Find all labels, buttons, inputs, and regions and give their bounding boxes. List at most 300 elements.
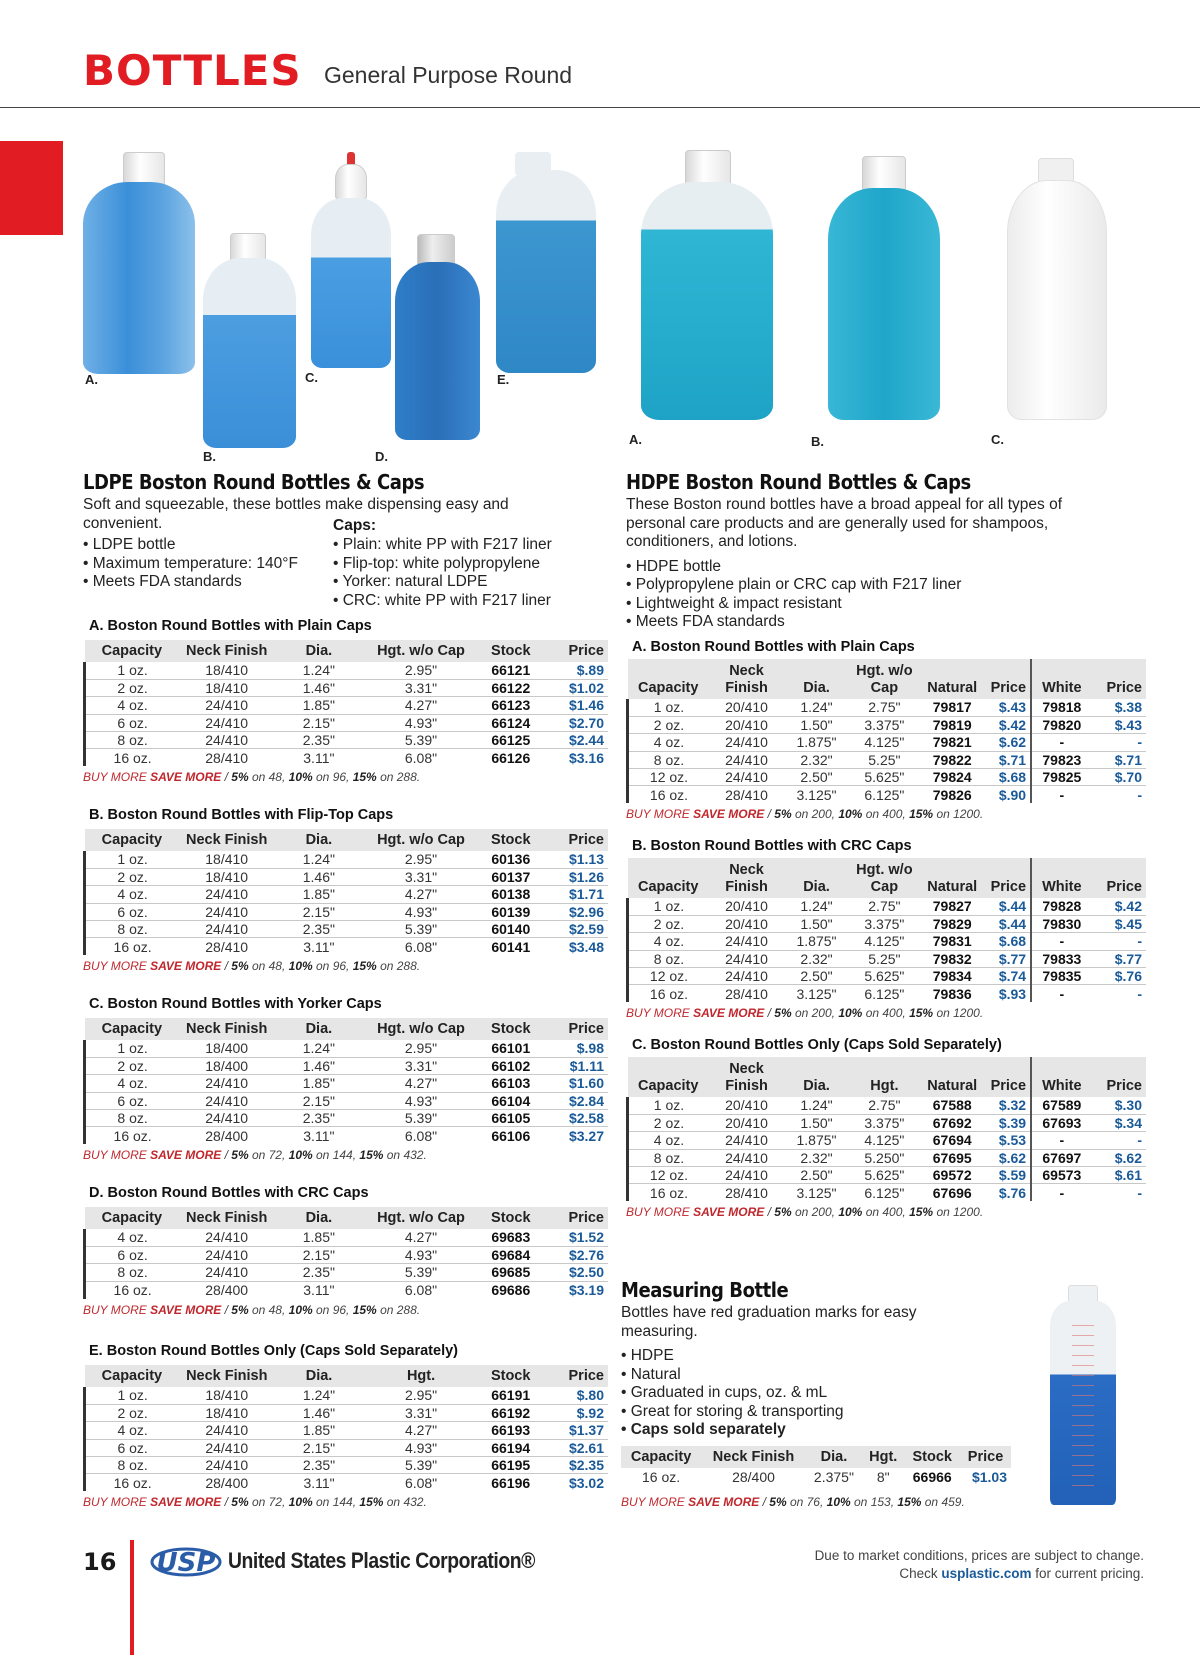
cell-dia: 2.35" <box>274 1264 363 1281</box>
cell-natural-stock: 79817 <box>920 699 985 716</box>
cell-natural-price: $.44 <box>985 915 1031 932</box>
table-row <box>85 903 609 920</box>
cell-capacity: 8 oz. <box>85 1264 180 1281</box>
cell-natural-price: $.74 <box>985 968 1031 985</box>
cell-natural-price: $.44 <box>985 898 1031 915</box>
cell-dia: 1.46" <box>274 868 363 885</box>
cell-white-price: $.34 <box>1092 1114 1146 1131</box>
table-row <box>85 1422 609 1439</box>
cell-neck: 28/410 <box>725 985 768 1002</box>
table-row <box>85 1264 609 1281</box>
cell-capacity: 4 oz. <box>628 933 709 950</box>
cell-price: $3.48 <box>568 938 604 955</box>
cell-neck: 24/410 <box>709 751 784 768</box>
measuring-title: Measuring Bottle <box>621 1278 789 1302</box>
cell-stock: 66103 <box>478 1075 543 1092</box>
usp-logo <box>150 1545 222 1579</box>
col-header: Price <box>543 1207 608 1229</box>
cell-neck: 20/410 <box>709 1097 784 1114</box>
cell-natural-stock: 79831 <box>920 933 985 950</box>
table-row <box>628 985 1147 1002</box>
cell-price: $1.46 <box>543 697 608 714</box>
cell-dia: 1.85" <box>274 1422 364 1439</box>
cell-natural-price: $.43 <box>985 699 1031 716</box>
cell-neck: 24/410 <box>179 921 274 938</box>
measuring-section <box>621 1278 1001 1440</box>
cell-height: 4.93" <box>364 1439 478 1456</box>
bullet-item: • CRC: white PP with F217 liner <box>333 592 552 611</box>
col-header: Hgt. <box>364 1365 478 1387</box>
col-header: Hgt. <box>862 1446 904 1468</box>
col-header: Hgt. w/o Cap <box>364 1018 479 1040</box>
cell-dia: 1.875" <box>784 1132 849 1149</box>
cell-capacity: 8 oz. <box>628 1149 709 1166</box>
cell-price: $3.19 <box>568 1282 604 1299</box>
buy-more-note: BUY MORE SAVE MORE / 5% on 48, 10% on 96, 15% on 288. <box>83 959 421 974</box>
cell-neck: 18/410 <box>179 1404 274 1421</box>
cell-dia: 1.46" <box>274 1404 364 1421</box>
hdpe-section <box>626 470 1146 632</box>
cell-height: 5.39" <box>364 1264 479 1281</box>
col-header: Dia. <box>806 1446 862 1468</box>
cell-white-price: $.43 <box>1092 716 1146 733</box>
bullet-item: • Flip-top: white polypropylene <box>333 555 552 574</box>
table-row <box>628 1167 1147 1184</box>
bullet-item: • Yorker: natural LDPE <box>333 573 552 592</box>
cell-height: 5.39" <box>364 1457 478 1474</box>
cell-price: $2.70 <box>543 714 608 731</box>
cell-capacity: 4 oz. <box>85 697 180 714</box>
cell-height: 4.27" <box>364 886 479 903</box>
col-header: Hgt. w/o Cap <box>364 640 479 662</box>
cell-dia: 3.125" <box>796 1184 837 1201</box>
cell-capacity: 16 oz. <box>85 1281 180 1298</box>
bullet-item: • Meets FDA standards <box>626 613 1146 632</box>
ldpe-table <box>83 640 608 766</box>
cell-dia: 3.11" <box>303 1474 335 1491</box>
cell-capacity: 6 oz. <box>85 1092 180 1109</box>
cell-neck: 28/410 <box>205 938 249 955</box>
cell-stock: 69685 <box>478 1264 543 1281</box>
cell-dia: 3.125" <box>796 985 837 1002</box>
cell-stock: 66125 <box>478 732 543 749</box>
cell-dia: 2.50" <box>784 968 849 985</box>
cell-capacity: 8 oz. <box>85 1457 180 1474</box>
col-header: White <box>1031 858 1092 898</box>
ldpe-table <box>83 1365 608 1491</box>
cell-natural-stock: 79832 <box>920 950 985 967</box>
cell-stock: 66126 <box>491 749 531 766</box>
table-row <box>628 898 1147 915</box>
col-header: Dia. <box>274 1207 363 1229</box>
cell-natural-stock: 79819 <box>920 716 985 733</box>
cell-stock: 66192 <box>478 1404 543 1421</box>
cell-capacity: 2 oz. <box>628 915 709 932</box>
col-header: Stock <box>904 1446 960 1468</box>
cell-price: $3.27 <box>568 1127 604 1144</box>
cell-stock: 60141 <box>491 938 531 955</box>
cell-neck: 24/410 <box>179 714 274 731</box>
cell-dia: 2.15" <box>274 1246 363 1263</box>
caps-bullets <box>333 536 552 610</box>
cell-neck: 24/410 <box>179 1439 274 1456</box>
table-row <box>85 1040 609 1057</box>
photo-label: D. <box>375 449 388 464</box>
col-header: Dia. <box>274 640 363 662</box>
cell-height: 4.93" <box>364 903 479 920</box>
cell-capacity: 6 oz. <box>85 1439 180 1456</box>
ldpe-table <box>83 829 608 955</box>
cell-capacity: 4 oz. <box>85 1075 180 1092</box>
cell-natural-stock: 67692 <box>920 1114 985 1131</box>
cell-neck: 18/400 <box>179 1040 274 1057</box>
bottle-a <box>641 182 773 420</box>
graduation-marks <box>1072 1325 1094 1495</box>
cell-natural-stock: 79836 <box>932 985 972 1002</box>
hdpe-description: These Boston round bottles have a broad appeal for all types of personal care products and are generally used for shampoos, conditioners, and lotions. <box>626 496 1063 550</box>
cell-capacity: 1 oz. <box>85 851 180 868</box>
col-header: Natural <box>920 1057 985 1097</box>
col-header: Neck Finish <box>179 1018 274 1040</box>
cell-dia: 2.375" <box>813 1468 854 1485</box>
cell-capacity: 16 oz. <box>85 938 180 955</box>
table-row <box>85 1110 609 1127</box>
cell-dia: 1.85" <box>274 1075 363 1092</box>
cell-white-price: $.62 <box>1092 1149 1146 1166</box>
photo-label: A. <box>85 372 98 387</box>
table-row <box>85 1387 609 1404</box>
page-header <box>0 0 1200 108</box>
table-title: C. Boston Round Bottles Only (Caps Sold Separately) <box>632 1037 1002 1053</box>
cell-height: 6.125" <box>864 1184 905 1201</box>
cell-height: 4.93" <box>364 1246 479 1263</box>
cell-neck: 20/410 <box>709 699 784 716</box>
cell-height: 2.75" <box>849 1097 920 1114</box>
cell-dia: 3.11" <box>303 938 335 955</box>
cell-height: 4.93" <box>364 1092 479 1109</box>
bullet-item: • Natural <box>621 1366 1001 1385</box>
cell-neck: 28/410 <box>725 1184 768 1201</box>
cell-height: 5.625" <box>849 769 920 786</box>
cell-dia: 3.11" <box>303 749 335 766</box>
col-header: Natural <box>920 659 985 699</box>
table-row <box>85 886 609 903</box>
section-subtitle: General Purpose Round <box>324 62 573 88</box>
cell-neck: 20/410 <box>709 1114 784 1131</box>
cell-white-price: $.71 <box>1092 751 1146 768</box>
hdpe-table <box>626 858 1146 1002</box>
table-row <box>85 714 609 731</box>
cell-capacity: 12 oz. <box>628 968 709 985</box>
cell-price: $2.59 <box>543 921 608 938</box>
cell-white-price: $.61 <box>1092 1167 1146 1184</box>
col-header: Capacity <box>85 640 180 662</box>
bottle-b <box>828 188 940 420</box>
table-row <box>628 915 1147 932</box>
cell-height: 6.08" <box>404 1282 438 1299</box>
col-header: Capacity <box>85 829 180 851</box>
cell-capacity: 1 oz. <box>85 1387 180 1404</box>
table-title: A. Boston Round Bottles with Plain Caps <box>89 618 372 634</box>
cell-dia: 2.50" <box>784 1167 849 1184</box>
ldpe-table <box>83 1018 608 1144</box>
bullet-item: • Great for storing & transporting <box>621 1403 1001 1422</box>
table-row <box>628 699 1147 716</box>
bottle-cap <box>335 164 367 200</box>
cell-capacity: 2 oz. <box>85 868 180 885</box>
cell-height: 2.95" <box>364 851 479 868</box>
table-row <box>85 679 609 696</box>
cell-neck: 18/410 <box>179 679 274 696</box>
cell-capacity: 16 oz. <box>85 1127 180 1144</box>
cell-neck: 24/410 <box>179 732 274 749</box>
hdpe-bottles-photo <box>625 140 1145 450</box>
cell-stock: 66124 <box>478 714 543 731</box>
cell-height: 3.375" <box>849 716 920 733</box>
photo-label: B. <box>811 434 824 449</box>
col-header: Capacity <box>628 858 709 898</box>
cell-dia: 2.15" <box>274 903 363 920</box>
company-name: United States Plastic Corporation® <box>228 1548 535 1573</box>
col-header: Price <box>960 1446 1011 1468</box>
table-row <box>628 734 1147 751</box>
cell-capacity: 4 oz. <box>628 1132 709 1149</box>
cell-price: $2.96 <box>543 903 608 920</box>
cell-height: 4.125" <box>849 933 920 950</box>
cell-height: 6.125" <box>864 985 905 1002</box>
ldpe-table <box>83 1207 608 1299</box>
cell-neck: 28/400 <box>732 1468 775 1485</box>
cell-dia: 1.24" <box>274 1387 364 1404</box>
table-row <box>85 1457 609 1474</box>
cell-height: 5.25" <box>849 950 920 967</box>
cell-dia: 1.46" <box>274 679 363 696</box>
cell-stock: 60140 <box>478 921 543 938</box>
cell-neck: 28/400 <box>205 1282 249 1299</box>
cell-price: $2.76 <box>543 1246 608 1263</box>
buy-more-note: BUY MORE SAVE MORE / 5% on 200, 10% on 400, 15% on 1200. <box>626 1006 984 1021</box>
cell-height: 8" <box>876 1468 890 1485</box>
cell-height: 5.39" <box>364 921 479 938</box>
table-row <box>85 1404 609 1421</box>
col-header: Neck Finish <box>179 829 274 851</box>
col-header: Natural <box>920 858 985 898</box>
buy-more-note: BUY MORE SAVE MORE / 5% on 48, 10% on 96, 15% on 288. <box>83 770 421 785</box>
col-header: Stock <box>478 1018 543 1040</box>
cell-dia: 2.15" <box>274 1092 363 1109</box>
table-row <box>85 868 609 885</box>
table-title: D. Boston Round Bottles with CRC Caps <box>89 1185 369 1201</box>
col-header: Capacity <box>628 659 709 699</box>
cell-neck: 20/410 <box>709 915 784 932</box>
cell-dia: 3.11" <box>303 1282 335 1299</box>
cell-white-price: $.38 <box>1092 699 1146 716</box>
cell-capacity: 4 oz. <box>85 1422 180 1439</box>
table-row <box>628 933 1147 950</box>
cell-dia: 1.85" <box>274 697 363 714</box>
cell-capacity: 2 oz. <box>628 716 709 733</box>
table-row <box>628 1149 1147 1166</box>
cell-neck: 18/400 <box>179 1057 274 1074</box>
cell-price: $2.44 <box>543 732 608 749</box>
cell-dia: 2.15" <box>274 1439 364 1456</box>
cell-stock: 66193 <box>478 1422 543 1439</box>
cell-white-stock: 67589 <box>1031 1097 1092 1114</box>
cell-height: 5.250" <box>849 1149 920 1166</box>
table-row <box>85 1246 609 1263</box>
col-header: Capacity <box>85 1365 180 1387</box>
cell-stock: 60139 <box>478 903 543 920</box>
bullet-item: • Graduated in cups, oz. & mL <box>621 1384 1001 1403</box>
cell-dia: 1.24" <box>784 699 849 716</box>
cell-neck: 24/410 <box>179 1110 274 1127</box>
cell-neck: 24/410 <box>709 734 784 751</box>
col-header: Neck Finish <box>179 1365 274 1387</box>
bullet-item: • LDPE bottle <box>83 536 298 555</box>
notice-line: Check usplastic.com for current pricing. <box>899 1566 1144 1581</box>
cell-white-stock: 67693 <box>1031 1114 1092 1131</box>
cell-white-stock: - <box>1031 786 1092 803</box>
table-row <box>628 968 1147 985</box>
hdpe-bullets <box>626 558 1146 632</box>
cell-dia: 1.50" <box>784 716 849 733</box>
col-header: Price <box>543 640 608 662</box>
cell-dia: 1.46" <box>274 1057 363 1074</box>
cell-height: 2.95" <box>364 1040 479 1057</box>
bottle-cap <box>862 156 906 192</box>
cell-white-stock: 79828 <box>1031 898 1092 915</box>
cell-price: $.89 <box>543 662 608 679</box>
cell-dia: 1.85" <box>274 886 363 903</box>
table-row <box>628 716 1147 733</box>
cell-price: $2.84 <box>543 1092 608 1109</box>
cell-white-price: $.45 <box>1092 915 1146 932</box>
cell-stock: 69684 <box>478 1246 543 1263</box>
cell-neck: 24/410 <box>179 1229 274 1246</box>
hdpe-title: HDPE Boston Round Bottles & Caps <box>626 470 971 494</box>
cell-neck: 24/410 <box>709 933 784 950</box>
cell-stock: 66105 <box>478 1110 543 1127</box>
col-header: Hgt. w/o Cap <box>849 858 920 898</box>
col-header: Neck Finish <box>179 1207 274 1229</box>
col-header: Hgt. <box>849 1057 920 1097</box>
col-header: Capacity <box>621 1446 701 1468</box>
table-row <box>628 1097 1147 1114</box>
col-header: Price <box>1092 1057 1146 1097</box>
cell-height: 3.375" <box>849 915 920 932</box>
cell-stock: 66104 <box>478 1092 543 1109</box>
cell-natural-stock: 67695 <box>920 1149 985 1166</box>
cell-dia: 1.875" <box>784 933 849 950</box>
cell-natural-price: $.39 <box>985 1114 1031 1131</box>
table-row <box>628 1184 1147 1201</box>
website-link[interactable]: usplastic.com <box>941 1566 1032 1581</box>
cell-neck: 24/410 <box>709 968 784 985</box>
col-header: Dia. <box>274 1018 363 1040</box>
bullet-item: • Meets FDA standards <box>83 573 298 592</box>
measuring-bullets <box>621 1347 1001 1440</box>
pricing-notice <box>815 1547 1144 1583</box>
cell-price: $2.50 <box>543 1264 608 1281</box>
cell-stock: 66196 <box>491 1474 531 1491</box>
cell-neck: 24/410 <box>709 1132 784 1149</box>
cell-capacity: 12 oz. <box>628 769 709 786</box>
col-header: Neck Finish <box>179 640 274 662</box>
cell-white-price: $.30 <box>1092 1097 1146 1114</box>
table-row <box>628 1114 1147 1131</box>
bullet-item: • Maximum temperature: 140°F <box>83 555 298 574</box>
cell-neck: 18/410 <box>179 851 274 868</box>
col-header: Neck Finish <box>709 1057 784 1097</box>
col-header: Neck Finish <box>701 1446 806 1468</box>
cell-dia: 1.24" <box>784 1097 849 1114</box>
cell-neck: 20/410 <box>709 716 784 733</box>
photo-label: A. <box>629 432 642 447</box>
cell-stock: 60137 <box>478 868 543 885</box>
cell-neck: 28/400 <box>205 1474 249 1491</box>
cell-white-price: - <box>1092 933 1146 950</box>
cell-stock: 66194 <box>478 1439 543 1456</box>
table-row <box>85 938 609 955</box>
cell-stock: 66102 <box>478 1057 543 1074</box>
photo-label: C. <box>991 432 1004 447</box>
cell-price: $1.37 <box>543 1422 608 1439</box>
col-header: Neck Finish <box>709 858 784 898</box>
cell-neck: 18/410 <box>179 868 274 885</box>
col-header: Price <box>985 1057 1031 1097</box>
table-row <box>85 749 609 766</box>
table-row <box>85 1281 609 1298</box>
cell-stock: 66191 <box>478 1387 543 1404</box>
cell-dia: 2.35" <box>274 732 363 749</box>
measuring-description: Bottles have red graduation marks for easy measuring. <box>621 1304 917 1340</box>
col-header: Hgt. w/o Cap <box>849 659 920 699</box>
cell-capacity: 16 oz. <box>642 1468 681 1485</box>
cell-white-stock: - <box>1031 1132 1092 1149</box>
cell-capacity: 8 oz. <box>85 732 180 749</box>
cell-stock: 66106 <box>491 1127 531 1144</box>
cell-capacity: 1 oz. <box>85 662 180 679</box>
cell-capacity: 2 oz. <box>628 1114 709 1131</box>
cell-price: $1.03 <box>971 1468 1007 1485</box>
cell-height: 3.31" <box>364 1404 478 1421</box>
cell-natural-price: $.68 <box>985 933 1031 950</box>
cell-natural-stock: 67588 <box>920 1097 985 1114</box>
bottle-cap <box>123 152 165 186</box>
bottle-c <box>1007 180 1107 420</box>
cell-capacity: 16 oz. <box>628 1184 709 1201</box>
cell-price: $3.02 <box>568 1474 604 1491</box>
cell-natural-price: $.53 <box>985 1132 1031 1149</box>
cell-capacity: 1 oz. <box>628 898 709 915</box>
col-header: Price <box>1092 858 1146 898</box>
table-row <box>85 921 609 938</box>
cell-natural-stock: 79824 <box>920 769 985 786</box>
bottle-b <box>203 258 296 448</box>
cell-height: 6.08" <box>404 749 438 766</box>
cell-height: 3.375" <box>849 1114 920 1131</box>
ldpe-bullets <box>83 536 298 592</box>
section-title: BOTTLES <box>83 46 302 95</box>
table-row <box>85 1474 609 1491</box>
cell-height: 3.31" <box>364 1057 479 1074</box>
cell-height: 4.27" <box>364 697 479 714</box>
cell-white-stock: 79823 <box>1031 751 1092 768</box>
col-header: Dia. <box>784 1057 849 1097</box>
measuring-table <box>621 1446 1011 1485</box>
col-header: Dia. <box>784 858 849 898</box>
notice-line: Due to market conditions, prices are subject to change. <box>814 1548 1144 1563</box>
